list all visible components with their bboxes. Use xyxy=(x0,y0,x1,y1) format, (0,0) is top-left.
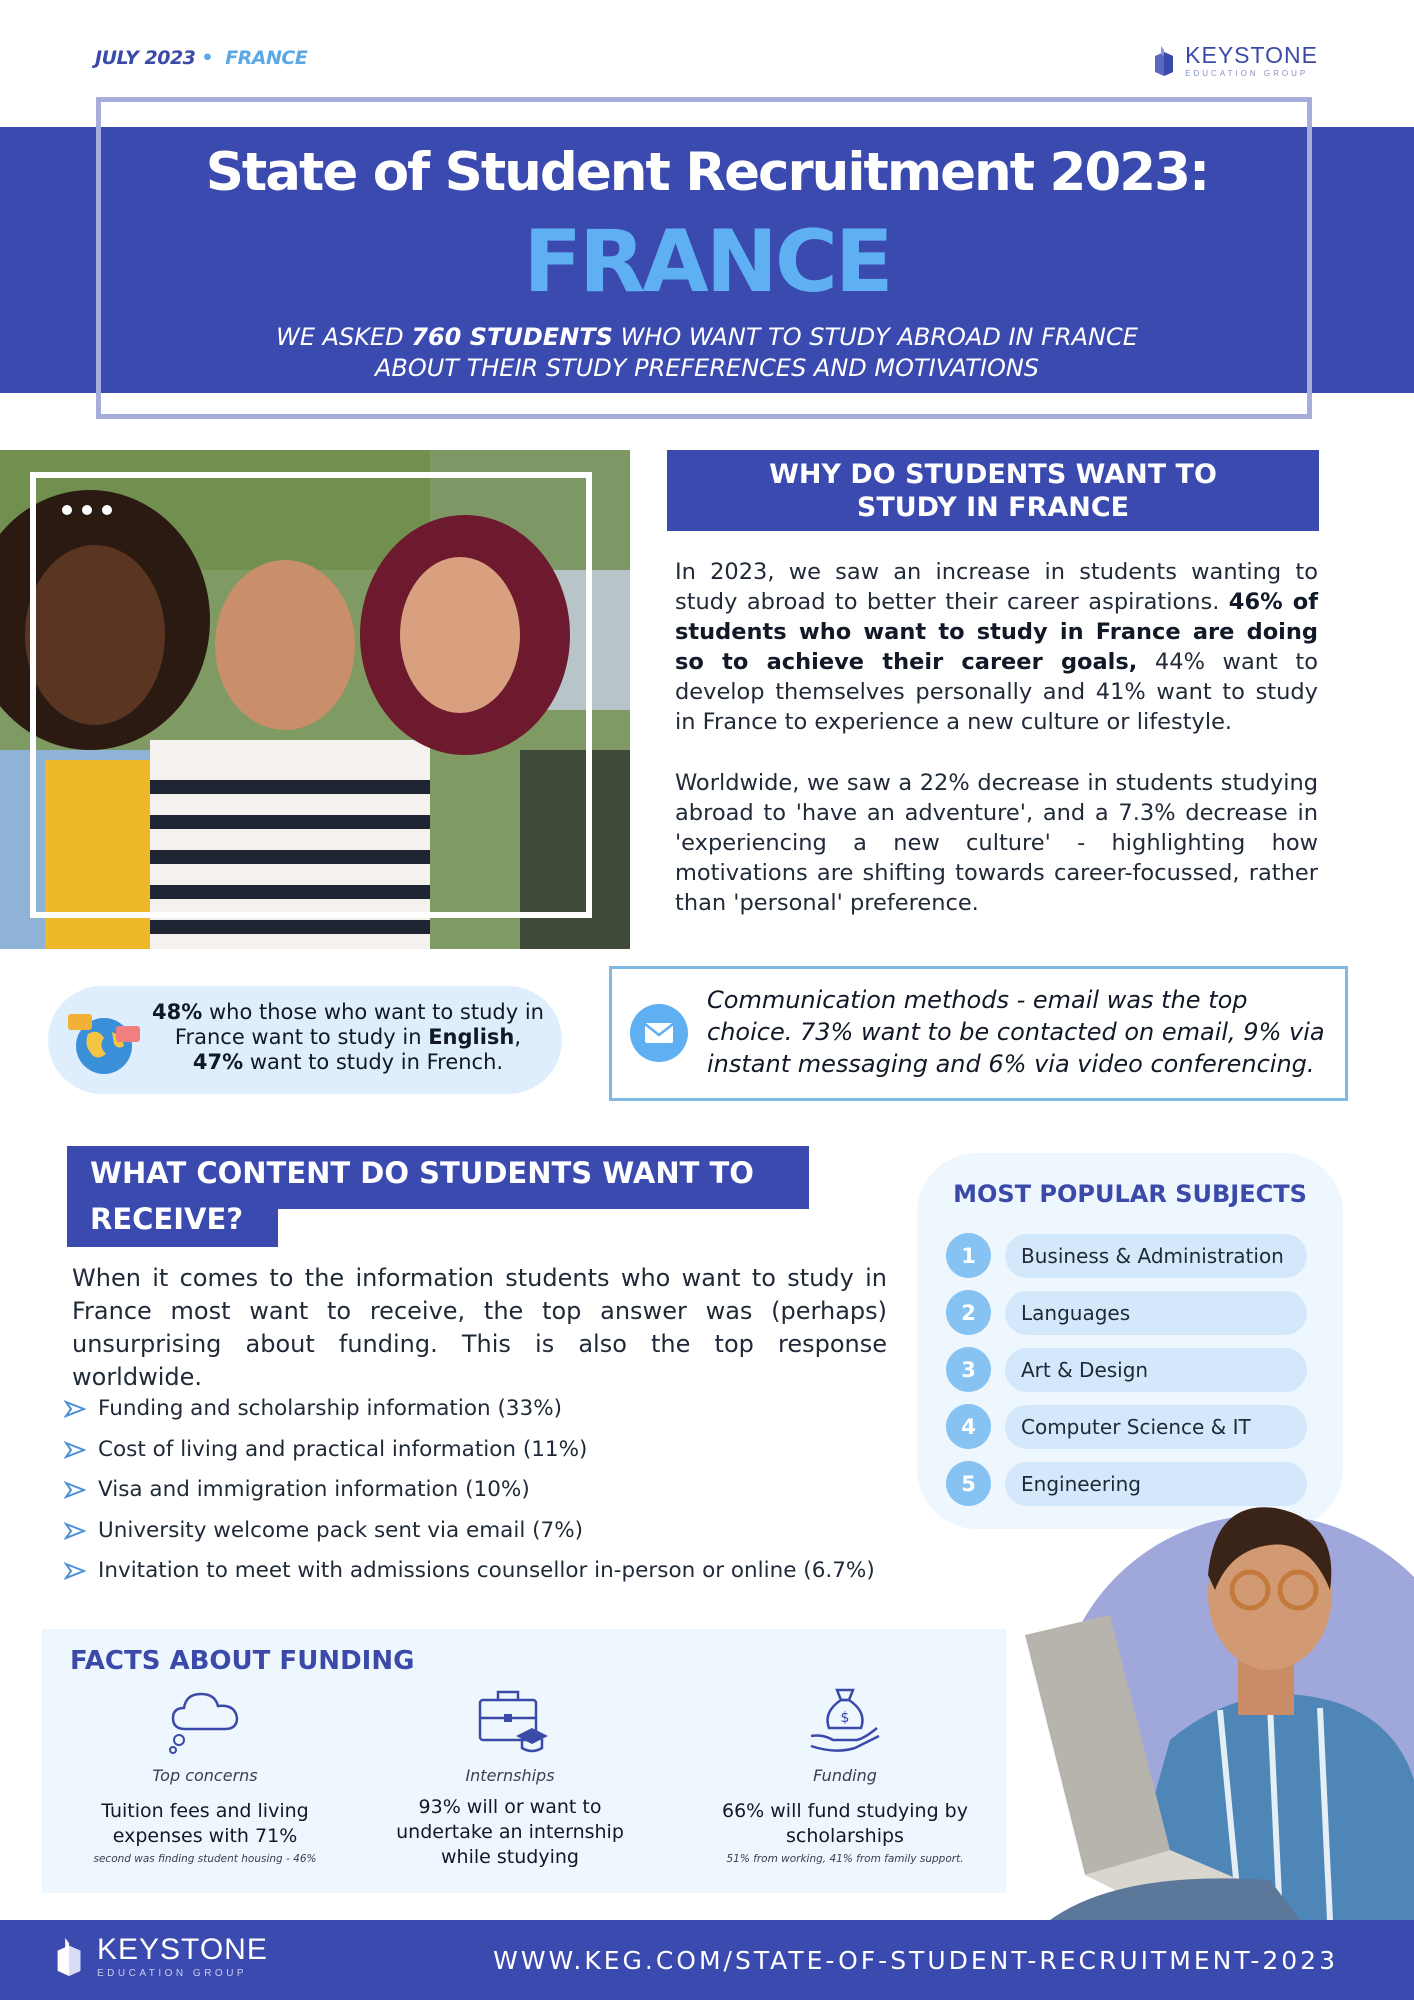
hero-country: FRANCE xyxy=(523,212,891,312)
fact-note: second was finding student housing - 46% xyxy=(93,1853,317,1865)
subject-row-4 xyxy=(946,1404,1307,1449)
subject-row-3 xyxy=(946,1347,1307,1392)
subject-row-2 xyxy=(946,1290,1307,1335)
fact-main: 93% will or want to undertake an internship while studying xyxy=(396,1796,624,1868)
content-heading-line-2: RECEIVE? xyxy=(90,1202,244,1236)
arrow-bullet-icon xyxy=(64,1441,86,1459)
logo-subtitle: EDUCATION GROUP xyxy=(1185,69,1309,78)
subject-name: Computer Science & IT xyxy=(1005,1405,1307,1449)
separator-dot: • xyxy=(201,47,214,69)
keystone-logo[interactable] xyxy=(1153,44,1318,78)
subject-rank: 2 xyxy=(946,1290,991,1335)
report-meta xyxy=(95,47,307,69)
footer-logo-subtitle: EDUCATION GROUP xyxy=(97,1968,248,1979)
envelope-icon xyxy=(630,1004,688,1062)
footer-url-link[interactable]: WWW.KEG.COM/STATE-OF-STUDENT-RECRUITMENT-2023 xyxy=(493,1946,1338,1975)
fact-internships xyxy=(380,1684,640,1870)
content-intro: When it comes to the information students who want to study in France most want to receive, the top answer was (perhaps) unsurprising about funding. This is also the top response worldwide. xyxy=(72,1264,887,1391)
keystone-logo-icon xyxy=(1153,46,1175,76)
arrow-bullet-icon xyxy=(64,1562,86,1580)
logo-wordmark: KEYSTONE xyxy=(1185,42,1318,68)
subject-name: Languages xyxy=(1005,1291,1307,1335)
why-body xyxy=(675,557,1318,949)
hero-subtitle-bold: 760 STUDENTS xyxy=(411,323,613,351)
fact-funding xyxy=(700,1684,990,1865)
content-list xyxy=(64,1389,875,1592)
money-bag-hand-icon xyxy=(805,1684,885,1756)
photo-frame xyxy=(30,472,592,918)
keystone-logo-icon xyxy=(55,1938,83,1976)
content-heading xyxy=(90,1150,790,1242)
why-p1-bold: 46% of students who want to study in France are doing so to achieve their career goals, xyxy=(675,589,1318,675)
list-item: Invitation to meet with admissions counsellor in-person or online (6.7%) xyxy=(64,1551,875,1592)
student-with-laptop-illustration xyxy=(970,1480,1414,1920)
list-item: Cost of living and practical information (11%) xyxy=(64,1430,875,1471)
cloud-icon xyxy=(165,1684,245,1756)
briefcase-icon xyxy=(470,1684,550,1756)
language-stat-text xyxy=(152,1000,544,1075)
subject-name: Engineering xyxy=(1005,1462,1307,1506)
fact-note: 51% from working, 41% from family support. xyxy=(726,1853,964,1865)
content-heading-line-1: WHAT CONTENT DO STUDENTS WANT TO xyxy=(90,1156,754,1190)
report-country: FRANCE xyxy=(225,47,308,69)
subject-name: Business & Administration xyxy=(1005,1234,1307,1278)
why-paragraph-2: Worldwide, we saw a 22% decrease in students studying abroad to 'have an adventure', and a 7.3% decrease in 'experiencing a new culture' - highlighting how motivations are shifting towards career-focussed, rather than 'personal' preference. xyxy=(675,770,1318,916)
fact-main: Tuition fees and living expenses with 71% xyxy=(101,1800,309,1847)
svg-text:$: $ xyxy=(840,1710,850,1726)
why-paragraph-1 xyxy=(675,557,1318,737)
list-item: Visa and immigration information (10%) xyxy=(64,1470,875,1511)
why-p1-pre: In 2023, we saw an increase in students wanting to study abroad to better their career aspirations. xyxy=(675,559,1318,615)
footer-logo[interactable] xyxy=(55,1935,268,1979)
photo-dots-decoration xyxy=(62,505,112,515)
fact-label: Internships xyxy=(465,1766,555,1785)
lang-english: English xyxy=(428,1025,515,1049)
globe-chat-icon xyxy=(68,1010,140,1076)
subject-row-1 xyxy=(946,1233,1307,1278)
hero-subtitle-pre: WE ASKED xyxy=(276,323,412,351)
fact-top-concerns xyxy=(70,1684,340,1865)
why-heading xyxy=(667,450,1319,531)
lang-text-2: want to study in French. xyxy=(243,1050,504,1074)
subject-name: Art & Design xyxy=(1005,1348,1307,1392)
lang-pct-2: 47% xyxy=(192,1050,244,1074)
lang-text-1: who those who want to study in France want to study in xyxy=(174,1000,544,1049)
subject-rank: 5 xyxy=(946,1461,991,1506)
funding-title: FACTS ABOUT FUNDING xyxy=(70,1646,415,1676)
fact-main: 66% will fund studying by scholarships xyxy=(722,1800,968,1847)
arrow-bullet-icon xyxy=(64,1400,86,1418)
why-p1-post: 44% want to develop themselves personally and 41% want to study in France to experience a new culture or lifestyle. xyxy=(675,649,1318,735)
subject-rank: 1 xyxy=(946,1233,991,1278)
report-date: JULY 2023 xyxy=(95,47,196,69)
subject-rank: 3 xyxy=(946,1347,991,1392)
fact-label: Funding xyxy=(813,1766,877,1785)
list-item: Funding and scholarship information (33%) xyxy=(64,1389,875,1430)
hero-subtitle-post: WHO WANT TO STUDY ABROAD IN FRANCE ABOUT THEIR STUDY PREFERENCES AND MOTIVATIONS xyxy=(374,323,1138,382)
list-item: University welcome pack sent via email (7%) xyxy=(64,1511,875,1552)
footer-logo-wordmark: KEYSTONE xyxy=(97,1933,268,1966)
fact-label: Top concerns xyxy=(152,1766,258,1785)
arrow-bullet-icon xyxy=(64,1522,86,1540)
page-title: State of Student Recruitment 2023: xyxy=(205,142,1209,203)
why-heading-text: WHY DO STUDENTS WANT TO STUDY IN FRANCE xyxy=(769,458,1217,523)
communication-text: Communication methods - email was the top choice. 73% want to be contacted on email, 9% via instant messaging and 6% via video conferencing. xyxy=(707,986,1325,1078)
subjects-title: MOST POPULAR SUBJECTS xyxy=(953,1180,1307,1208)
lang-comma: , xyxy=(514,1025,522,1049)
lang-pct-1: 48% xyxy=(152,1000,203,1024)
arrow-bullet-icon xyxy=(64,1481,86,1499)
subject-rank: 4 xyxy=(946,1404,991,1449)
hero-subtitle xyxy=(250,322,1164,384)
